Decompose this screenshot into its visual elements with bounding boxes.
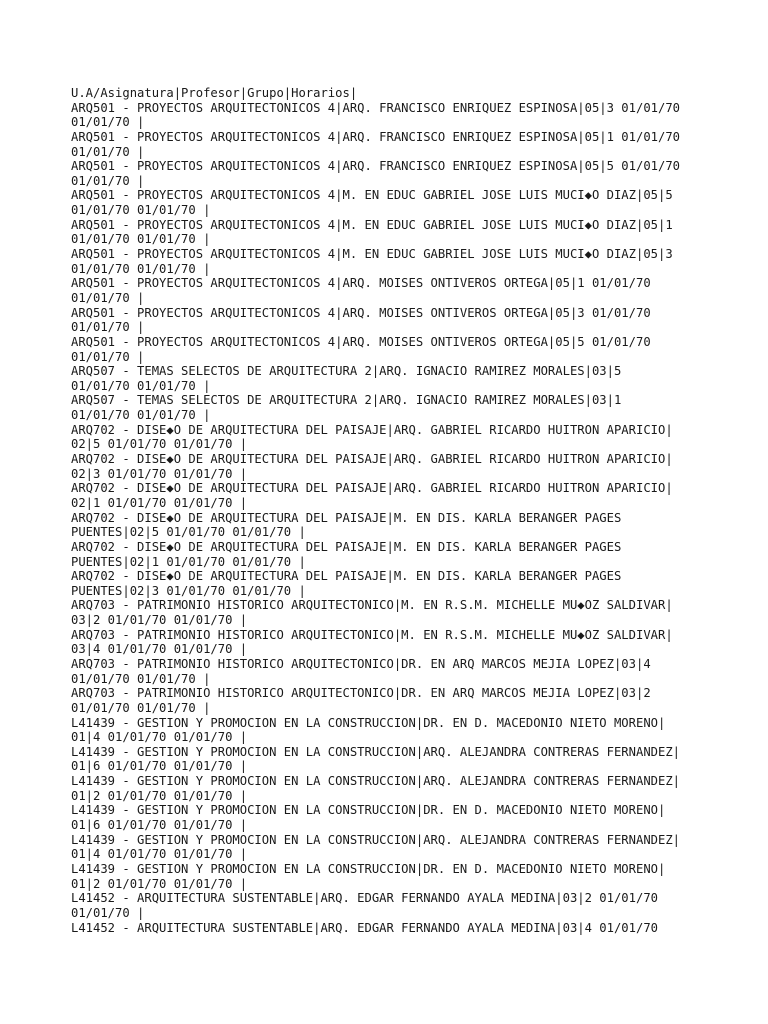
text-line: ARQ501 - PROYECTOS ARQUITECTONICOS 4|ARQ. FRANCISCO ENRIQUEZ ESPINOSA|05|5 01/01/70: [71, 159, 681, 174]
text-line: L41439 - GESTION Y PROMOCION EN LA CONSTRUCCION|ARQ. ALEJANDRA CONTRERAS FERNANDEZ|: [71, 774, 681, 789]
text-line: PUENTES|02|3 01/01/70 01/01/70 |: [71, 583, 306, 598]
text-line: L41439 - GESTION Y PROMOCION EN LA CONSTRUCCION|ARQ. ALEJANDRA CONTRERAS FERNANDEZ|: [71, 744, 681, 759]
text-line: 01|4 01/01/70 01/01/70 |: [71, 730, 248, 745]
text-line: 01|6 01/01/70 01/01/70 |: [71, 759, 248, 774]
text-line: ARQ703 - PATRIMONIO HISTORICO ARQUITECTONICO|M. EN R.S.M. MICHELLE MU◆OZ SALDIVAR|: [71, 627, 673, 642]
text-line: ARQ501 - PROYECTOS ARQUITECTONICOS 4|M. EN EDUC GABRIEL JOSE LUIS MUCI◆O DIAZ|05|3: [71, 247, 673, 262]
text-line: 01/01/70 |: [71, 320, 145, 335]
text-line: 01/01/70 01/01/70 |: [71, 261, 211, 276]
text-line: 01/01/70 |: [71, 905, 145, 920]
text-line: ARQ501 - PROYECTOS ARQUITECTONICOS 4|M. EN EDUC GABRIEL JOSE LUIS MUCI◆O DIAZ|05|1: [71, 217, 673, 232]
text-line: ARQ501 - PROYECTOS ARQUITECTONICOS 4|ARQ. MOISES ONTIVEROS ORTEGA|05|1 01/01/70: [71, 276, 651, 291]
text-line: 01/01/70 |: [71, 115, 145, 130]
text-line: ARQ702 - DISE◆O DE ARQUITECTURA DEL PAISAJE|ARQ. GABRIEL RICARDO HUITRON APARICIO|: [71, 481, 673, 496]
text-line: 01/01/70 01/01/70 |: [71, 408, 211, 423]
text-line: L41439 - GESTION Y PROMOCION EN LA CONSTRUCCION|ARQ. ALEJANDRA CONTRERAS FERNANDEZ|: [71, 832, 681, 847]
text-line: 01/01/70 01/01/70 |: [71, 671, 211, 686]
text-line: 01|2 01/01/70 01/01/70 |: [71, 788, 248, 803]
text-line: L41439 - GESTION Y PROMOCION EN LA CONSTRUCCION|DR. EN D. MACEDONIO NIETO MORENO|: [71, 715, 666, 730]
text-line: ARQ501 - PROYECTOS ARQUITECTONICOS 4|ARQ. MOISES ONTIVEROS ORTEGA|05|3 01/01/70: [71, 305, 651, 320]
text-line: ARQ703 - PATRIMONIO HISTORICO ARQUITECTONICO|DR. EN ARQ MARCOS MEJIA LOPEZ|03|2: [71, 686, 651, 701]
header-line: U.A/Asignatura|Profesor|Grupo|Horarios|: [71, 86, 358, 100]
text-line: 01/01/70 01/01/70 |: [71, 203, 211, 218]
text-line: 01/01/70 01/01/70 |: [71, 378, 211, 393]
text-line: PUENTES|02|1 01/01/70 01/01/70 |: [71, 554, 306, 569]
text-line: 01|6 01/01/70 01/01/70 |: [71, 818, 248, 833]
text-line: L41452 - ARQUITECTURA SUSTENTABLE|ARQ. EDGAR FERNANDO AYALA MEDINA|03|4 01/01/70: [71, 920, 658, 935]
text-line: ARQ507 - TEMAS SELECTOS DE ARQUITECTURA 2|ARQ. IGNACIO RAMIREZ MORALES|03|5: [71, 364, 622, 379]
text-line: ARQ703 - PATRIMONIO HISTORICO ARQUITECTONICO|M. EN R.S.M. MICHELLE MU◆OZ SALDIVAR|: [71, 598, 673, 613]
text-line: 01|4 01/01/70 01/01/70 |: [71, 847, 248, 862]
document-page: [71, 86, 731, 935]
text-line: 01/01/70 |: [71, 290, 145, 305]
text-line: PUENTES|02|5 01/01/70 01/01/70 |: [71, 525, 306, 540]
text-line: 03|2 01/01/70 01/01/70 |: [71, 613, 248, 628]
text-line: 01/01/70 01/01/70 |: [71, 700, 211, 715]
text-line: ARQ703 - PATRIMONIO HISTORICO ARQUITECTONICO|DR. EN ARQ MARCOS MEJIA LOPEZ|03|4: [71, 656, 651, 671]
text-line: ARQ702 - DISE◆O DE ARQUITECTURA DEL PAISAJE|M. EN DIS. KARLA BERANGER PAGES: [71, 569, 622, 584]
text-line: 02|5 01/01/70 01/01/70 |: [71, 437, 248, 452]
text-line: ARQ702 - DISE◆O DE ARQUITECTURA DEL PAISAJE|M. EN DIS. KARLA BERANGER PAGES: [71, 539, 622, 554]
text-line: 01/01/70 |: [71, 349, 145, 364]
text-line: 01/01/70 |: [71, 144, 145, 159]
text-line: 02|3 01/01/70 01/01/70 |: [71, 466, 248, 481]
text-line: 01/01/70 01/01/70 |: [71, 232, 211, 247]
text-line: ARQ507 - TEMAS SELECTOS DE ARQUITECTURA 2|ARQ. IGNACIO RAMIREZ MORALES|03|1: [71, 393, 622, 408]
text-line: ARQ702 - DISE◆O DE ARQUITECTURA DEL PAISAJE|ARQ. GABRIEL RICARDO HUITRON APARICIO|: [71, 422, 673, 437]
text-line: ARQ501 - PROYECTOS ARQUITECTONICOS 4|M. EN EDUC GABRIEL JOSE LUIS MUCI◆O DIAZ|05|5: [71, 188, 673, 203]
text-line: L41452 - ARQUITECTURA SUSTENTABLE|ARQ. EDGAR FERNANDO AYALA MEDINA|03|2 01/01/70: [71, 891, 658, 906]
text-line: L41439 - GESTION Y PROMOCION EN LA CONSTRUCCION|DR. EN D. MACEDONIO NIETO MORENO|: [71, 803, 666, 818]
text-line: L41439 - GESTION Y PROMOCION EN LA CONSTRUCCION|DR. EN D. MACEDONIO NIETO MORENO|: [71, 861, 666, 876]
text-line: ARQ501 - PROYECTOS ARQUITECTONICOS 4|ARQ. MOISES ONTIVEROS ORTEGA|05|5 01/01/70: [71, 334, 651, 349]
text-line: 03|4 01/01/70 01/01/70 |: [71, 642, 248, 657]
text-line: 02|1 01/01/70 01/01/70 |: [71, 495, 248, 510]
text-line: 01/01/70 |: [71, 173, 145, 188]
text-line: ARQ702 - DISE◆O DE ARQUITECTURA DEL PAISAJE|ARQ. GABRIEL RICARDO HUITRON APARICIO|: [71, 452, 673, 467]
text-line: ARQ501 - PROYECTOS ARQUITECTONICOS 4|ARQ. FRANCISCO ENRIQUEZ ESPINOSA|05|1 01/01/70: [71, 129, 681, 144]
text-line: ARQ702 - DISE◆O DE ARQUITECTURA DEL PAISAJE|M. EN DIS. KARLA BERANGER PAGES: [71, 510, 622, 525]
text-line: 01|2 01/01/70 01/01/70 |: [71, 876, 248, 891]
text-line: ARQ501 - PROYECTOS ARQUITECTONICOS 4|ARQ. FRANCISCO ENRIQUEZ ESPINOSA|05|3 01/01/70: [71, 100, 681, 115]
